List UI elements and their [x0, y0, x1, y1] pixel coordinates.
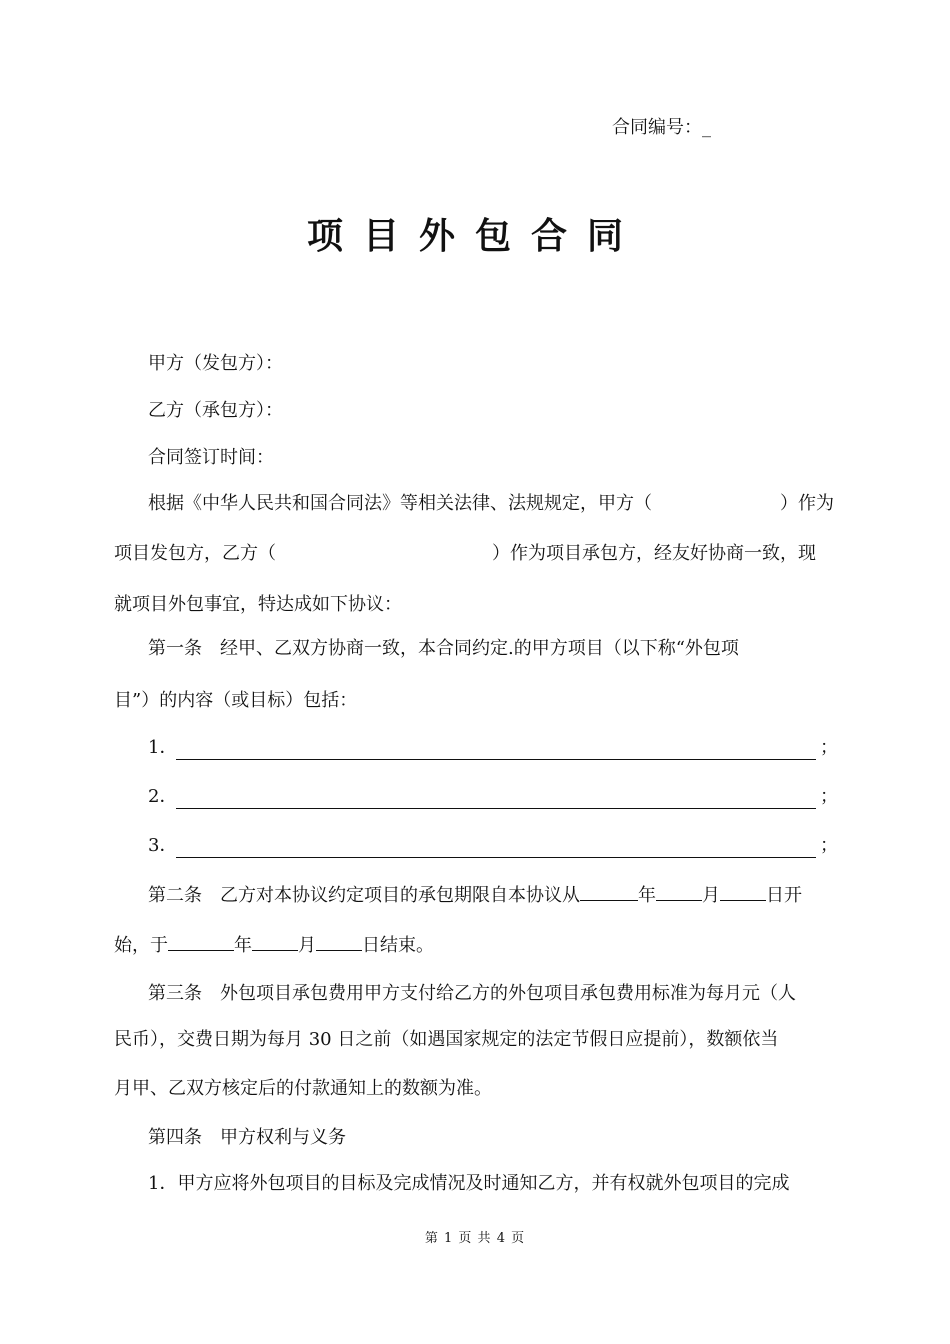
article-1-line-1: 第一条 经甲、乙双方协商一致，本合同约定.的甲方项目（以下称“外包项	[148, 638, 739, 659]
intro-line-2-end: ）作为项目承包方，经友好协商一致，现	[492, 543, 816, 564]
blank-day	[720, 882, 766, 901]
blank-year	[580, 882, 638, 901]
year-label: 年	[638, 885, 656, 906]
list-item	[148, 736, 838, 760]
article-2-text: 第二条 乙方对本协议约定项目的承包期限自本协议从	[148, 885, 580, 906]
intro-line-2-start: 项目发包方，乙方（	[114, 543, 276, 564]
article-1-line-2: 目”）的内容（或目标）包括：	[114, 690, 358, 711]
party-a-label: 甲方（发包方）：	[148, 353, 283, 374]
list-item-end: ；	[820, 835, 838, 856]
list-item-number: 1．	[148, 737, 178, 758]
day-label: 日开	[766, 885, 802, 906]
month-label: 月	[298, 935, 316, 956]
end-label: 日结束。	[362, 935, 434, 956]
list-item-end: ；	[820, 737, 838, 758]
blank-line	[176, 837, 816, 858]
article-2-text: 始，于	[114, 935, 168, 956]
blank-day	[316, 932, 362, 951]
blank-line	[176, 788, 816, 809]
blank-year	[168, 932, 234, 951]
year-label: 年	[234, 935, 252, 956]
list-item-end: ；	[820, 786, 838, 807]
article-4-heading: 第四条 甲方权利与义务	[148, 1127, 346, 1148]
intro-line-1-start: 根据《中华人民共和国合同法》等相关法律、法规规定，甲方（	[148, 493, 652, 514]
article-2-line-1	[148, 882, 802, 908]
blank-month	[252, 932, 298, 951]
article-2-line-2	[114, 932, 434, 958]
month-label: 月	[702, 885, 720, 906]
blank-month	[656, 882, 702, 901]
document-title: 项目外包合同	[306, 215, 643, 257]
article-4-item-1: 1．甲方应将外包项目的目标及完成情况及时通知乙方，并有权就外包项目的完成	[148, 1173, 790, 1194]
page-footer: 第 1 页 共 4 页	[424, 1231, 526, 1246]
list-item-number: 3．	[148, 835, 178, 856]
article-3-line-1: 第三条 外包项目承包费用甲方支付给乙方的外包项目承包费用标准为每月元（人	[148, 983, 796, 1004]
party-b-label: 乙方（承包方）：	[148, 400, 283, 421]
contract-number: 合同编号：_	[612, 117, 711, 138]
article-3-line-2: 民币），交费日期为每月 30 日之前（如遇国家规定的法定节假日应提前），数额依当	[114, 1029, 779, 1050]
list-item-number: 2．	[148, 786, 178, 807]
article-3-line-3: 月甲、乙双方核定后的付款通知上的数额为准。	[114, 1078, 492, 1099]
intro-line-1-end: ）作为	[780, 493, 834, 514]
list-item	[148, 834, 838, 858]
blank-line	[176, 739, 816, 760]
list-item	[148, 785, 838, 809]
intro-line-3: 就项目外包事宜，特达成如下协议：	[114, 594, 402, 615]
sign-time-label: 合同签订时间：	[148, 447, 274, 468]
intro-line-1	[148, 492, 652, 516]
